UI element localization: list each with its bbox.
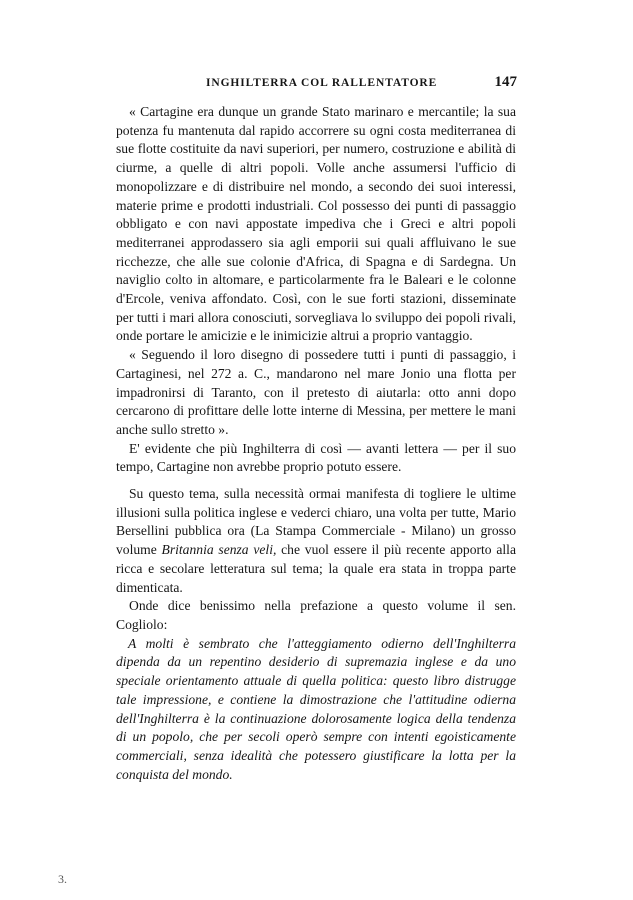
paragraph-bersellini-text-b: che vuol essere il più recente apporto alla ricca e secolare letteratura sul tema; la quale era stata in troppa parte dimenticata. [116,542,516,595]
paragraph-seguendo: « Seguendo il loro disegno di possedere tutti i punti di passaggio, i Cartaginesi, nel 272 a. C., mandarono nel mare Jonio una flotta per impadronirsi di Taranto, con il pretesto di aiutarla: otto anni dopo cercarono di profittare delle lotte interne di Messina, per mettere le mani anche sullo stretto ». [116,347,516,437]
book-title: Britannia senza veli, [161,542,277,558]
running-head [116,74,517,94]
italic-quote: A molti è sembrato che l'atteggiamento odierno dell'Inghilterra dipenda da un repentino desiderio di supremazia inglese e da uno speciale orientamento attuale di quella politica: questo libro distrugge tale impressione, e contiene la dimostrazione che l'attitudine odierna dell'Inghilterra è la continuazione dolorosamente logica della tendenza di un popolo, che per secoli operò sempre con intenti egoisticamente commerciali, senza idealità che potessero giustificare la lotta per la conquista del mondo. [116,635,516,782]
paragraph-bersellini [116,485,516,597]
page-number: 147 [494,74,517,90]
footer-mark: 3. [58,872,67,886]
body-text [116,103,516,784]
paragraph-bersellini-text-a: Su questo tema, sulla necessità ormai manifesta di togliere le ultime illusioni sulla politica inglese e vederci chiaro, una volta per tutte, Mario Bersellini pubblica ora (La Stampa Commerciale - Milano) un grosso volume [116,486,516,558]
paragraph-cartagine: « Cartagine era dunque un grande Stato marinaro e mercantile; la sua potenza fu mantenuta dal rapido accorrere su ogni costa mediterranea di sue flotte costituite da navi superiori, per numero, costruzione e abilità di ciurme, a quelle di altri popoli. Volle anche assumersi l'ufficio di monopolizzare e di distribuire nel mondo, a secondo dei suoi interessi, materie prime e prodotti industriali. Col possesso dei punti di passaggio obbligato e con navi appostate impediva che i Greci e altri popoli mediterranei approdassero sia agli emporii sui quali affluivano le sue ricchezze, che alle sue colonie d'Africa, di Spagna e di Sardegna. Un naviglio colto in altomare, e particolarmente fra le Baleari e le colonne d'Ercole, veniva affondato. Così, con le sue forti stazioni, disseminate per tutti i mari allora conosciuti, sorvegliava lo sviluppo dei popoli rivali, onde portare le amicizie e le inimicizie altrui a proprio vantaggio. [116,104,516,344]
paragraph-cogliolo: Onde dice benissimo nella prefazione a questo volume il sen. Cogliolo: [116,598,516,632]
running-title: INGHILTERRA COL RALLENTATORE [206,77,438,89]
paragraph-evidente: E' evidente che più Inghilterra di così — avanti lettera — per il suo tempo, Cartagine non avrebbe proprio potuto essere. [116,440,516,475]
